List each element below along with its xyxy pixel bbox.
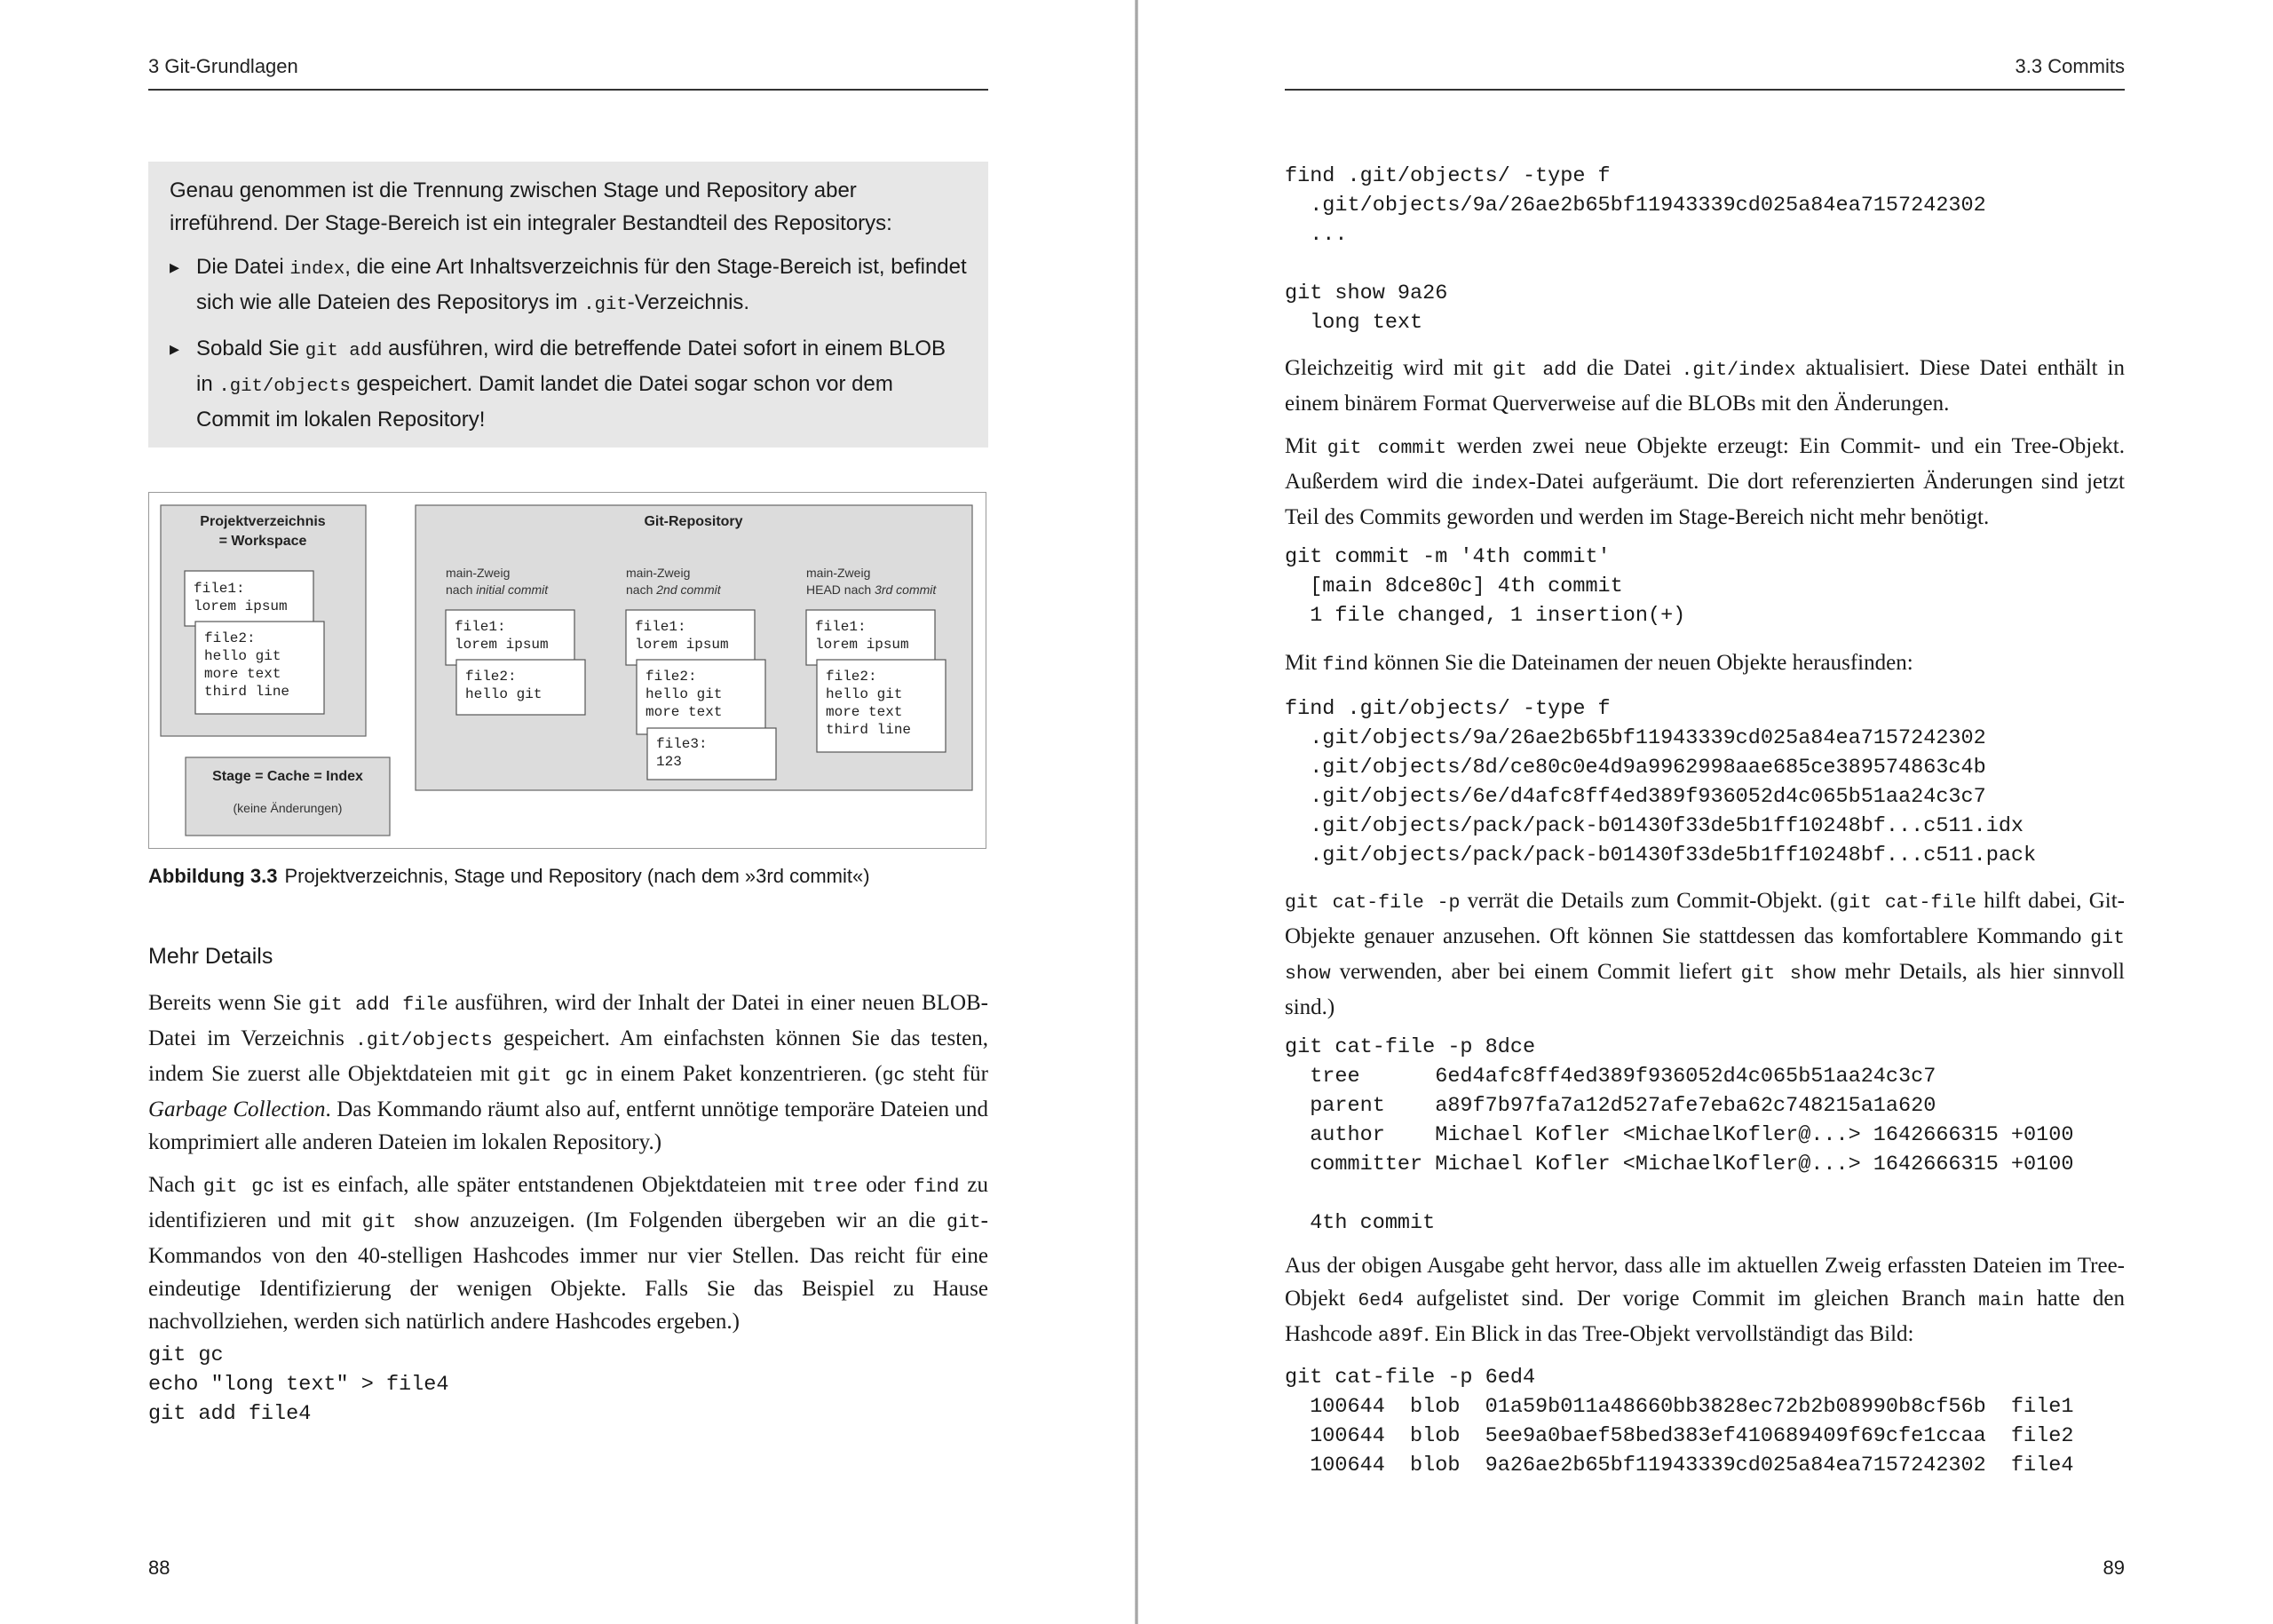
workspace-title-2: = Workspace <box>218 534 307 549</box>
svg-text:file2:hello gitmore textthird: file2: hello git more text third line <box>826 669 912 738</box>
page-number: 88 <box>148 1557 170 1579</box>
info-box-bullet: ▸ Sobald Sie git add ausführen, wird die betreffende Datei sofort in einem BLOB in .git/objects gespeichert. Damit landet die Datei sogar schon vor dem Commit im lokalen Repository! <box>170 332 967 436</box>
commit3-label: main-Zweig <box>806 566 871 580</box>
right-body-3 <box>1285 884 2125 1034</box>
c2-file3-card <box>647 728 776 780</box>
c1-file2-card <box>456 660 585 715</box>
paragraph: Bereits wenn Sie git add file ausführen, wird der Inhalt der Datei in einer neuen BLOB-Datei im Verzeichnis .git/objects gespeichert. Am einfachsten können Sie das testen, indem Sie zuerst alle Objektdateien mit git gc in einem Paket konzentrieren. (gc steht für Garbage Collection. Das Kommando räumt also auf, entfernt unnötige temporäre Dateien und komprimiert alle anderen Dateien im lokalen Repository.) <box>148 991 989 1154</box>
svg-text:file2:hello gitmore text: file2: hello git more text <box>645 669 723 720</box>
code-block: git commit -m '4th commit' [main 8dce80c] 4th commit 1 file changed, 1 insertion(+) <box>1285 545 1686 628</box>
running-head: 3.3 Commits <box>2015 55 2125 77</box>
info-box-intro: Genau genommen ist die Trennung zwischen Stage und Repository aber irreführend. Der Stage-Bereich ist ein integraler Bestandteil des Repositorys: <box>170 178 892 235</box>
caption-label: Abbildung 3.3 <box>148 865 278 887</box>
paragraph: Aus der obigen Ausgabe geht hervor, dass alle im aktuellen Zweig erfassten Dateien im Tree-Objekt 6ed4 aufgelistet sind. Der vorige Commit im gleichen Branch main hatte den Hashcode a89f. Ein Blick in das Tree-Objekt vervollständigt das Bild: <box>1285 1254 2125 1347</box>
right-body-1 <box>1285 352 2125 543</box>
left-body <box>148 986 988 1348</box>
left-page <box>0 0 1135 1624</box>
running-head: 3 Git-Grundlagen <box>148 55 298 77</box>
right-page <box>1138 0 2273 1624</box>
workspace-title-1: Projektverzeichnis <box>200 514 326 529</box>
svg-text:file2:hello git: file2: hello git <box>465 669 543 702</box>
commit2-sublabel: nach 2nd commit <box>626 582 721 597</box>
right-body-4 <box>1285 1249 2125 1363</box>
section-heading: Mehr Details <box>148 944 273 969</box>
paragraph: Nach git gc ist es einfach, alle später entstandenen Objektdateien mit tree oder find zu identifizieren und mit git show anzuzeigen. (Im Folgenden übergeben wir an die git-Kommandos von den 40-stelligen Hashcodes immer nur vier Stellen. Das reicht für eine eindeutige Identifizierung der wenigen Objekte. Falls Sie das Beispiel zu Hause nachvollziehen, werden sich natürlich andere Hashcodes ergeben.) <box>148 1173 988 1334</box>
code-block: find .git/objects/ -type f .git/objects/9a/26ae2b65bf11943339cd025a84ea7157242302 .git/objects/8d/ce80c0e4d9a9962998aae685ce389574863c4b .git/objects/6e/d4afc8ff4ed389f936052d4c065b51aa24c3c7 .git/objects/pack/pack-b01430f33de5b1ff10248bf...c511.idx .git/objects/pack/pack-b01430f33de5b1ff10248bf...c511.pack <box>1285 697 2037 867</box>
commit1-sublabel: nach initial commit <box>446 582 549 597</box>
svg-text:file3:123: file3: 123 <box>656 736 708 770</box>
svg-text:file1:lorem ipsum: file1: lorem ipsum <box>194 581 288 614</box>
paragraph: Mit git commit werden zwei neue Objekte erzeugt: Ein Commit- und ein Tree-Objekt. Außerdem wird die index-Datei aufgeräumt. Die dort referenzierten Änderungen sind jetzt Teil des Commits geworden und werden im Stage-Bereich nicht mehr benötigt. <box>1285 434 2126 529</box>
figure-caption <box>148 865 870 888</box>
c3-file1-card <box>806 610 935 665</box>
code-block: git gc echo "long text" > file4 git add file4 <box>148 1343 449 1426</box>
ws-file1-card <box>185 571 313 626</box>
code-block: find .git/objects/ -type f .git/objects/9a/26ae2b65bf11943339cd025a84ea7157242302 ... <box>1285 164 1986 247</box>
page-number: 89 <box>2103 1557 2125 1579</box>
svg-text:file1:lorem ipsum: file1: lorem ipsum <box>815 619 909 653</box>
header-rule <box>148 89 988 91</box>
info-box <box>148 162 988 448</box>
header-rule <box>1285 89 2125 91</box>
stage-title: Stage = Cache = Index <box>212 769 363 784</box>
c2-file2-card <box>637 660 765 734</box>
svg-text:file1:lorem ipsum: file1: lorem ipsum <box>635 619 729 653</box>
commit1-label: main-Zweig <box>446 566 511 580</box>
paragraph: Gleichzeitig wird mit git add die Datei .git/index aktualisiert. Diese Datei enthält in einem binärem Format Querverweise auf die BLOBs mit den Änderungen. <box>1285 356 2125 416</box>
svg-text:file1:lorem ipsum: file1: lorem ipsum <box>455 619 549 653</box>
svg-text:file2:hello gitmore textthird: file2: hello git more text third line <box>204 630 290 700</box>
code-block: git cat-file -p 6ed4 100644 blob 01a59b011a48660bb3828ec72b2b08990b8cf56b file1 100644 blob 5ee9a0baef58bed383ef410689409f69cfe1ccaa file2 100644 blob 9a26ae2b65bf11943339cd025a84ea7157242302 file4 <box>1285 1366 2074 1477</box>
right-body-2 <box>1285 646 2125 692</box>
commit2-label: main-Zweig <box>626 566 691 580</box>
c3-file2-card <box>817 660 946 752</box>
stage-subtitle: (keine Änderungen) <box>233 801 343 815</box>
info-box-bullet: ▸ Die Datei index, die eine Art Inhaltsverzeichnis für den Stage-Bereich ist, befindet sich wie alle Dateien des Repositorys im .git-Verzeichnis. <box>170 250 967 321</box>
commit3-sublabel: HEAD nach 3rd commit <box>806 582 937 597</box>
caption-text: Projektverzeichnis, Stage und Repository (nach dem »3rd commit«) <box>284 865 870 887</box>
paragraph: git cat-file -p verrät die Details zum Commit-Objekt. (git cat-file hilft dabei, Git-Objekte genauer anzusehen. Oft können Sie stattdessen das komfortablere Kommando git show verwenden, aber bei einem Commit liefert git show mehr Details, als hier sinnvoll sind.) <box>1285 889 2126 1019</box>
repository-title: Git-Repository <box>644 514 743 529</box>
diagram-svg <box>149 493 985 847</box>
code-block: git show 9a26 long text <box>1285 281 1448 335</box>
figure-diagram <box>148 492 986 849</box>
paragraph: Mit find können Sie die Dateinamen der neuen Objekte herausfinden: <box>1285 651 1913 676</box>
ws-file2-card <box>195 622 324 714</box>
code-block: git cat-file -p 8dce tree 6ed4afc8ff4ed389f936052d4c065b51aa24c3c7 parent a89f7b97fa7a12d527afe7eba62c748215a1a620 author Michael Kofler <MichaelKofler@...> 1642666315 +0100 committer Michael Kofler <MichaelKofler@...> 1642666315 +0100 4th commit <box>1285 1035 2074 1235</box>
c1-file1-card <box>446 610 574 665</box>
c2-file1-card <box>626 610 755 665</box>
